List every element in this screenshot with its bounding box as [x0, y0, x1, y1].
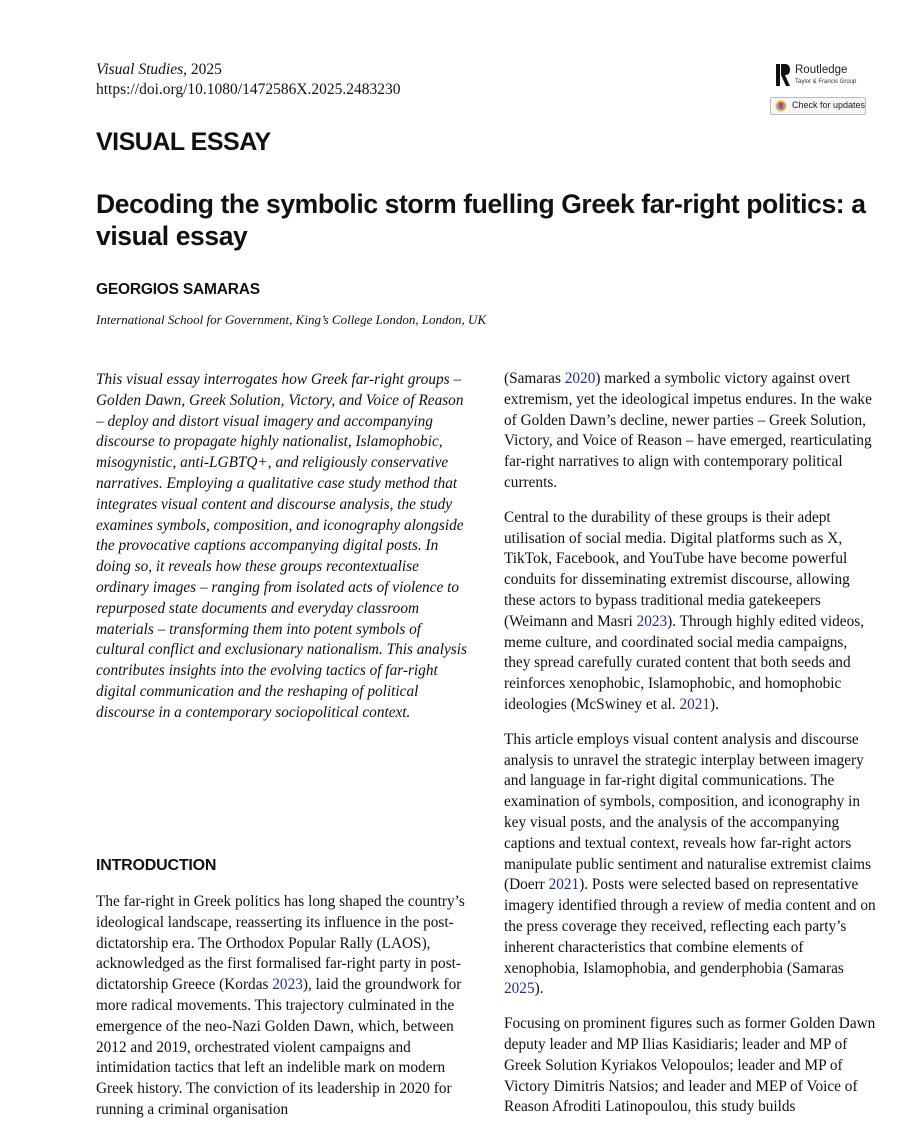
journal-year: , 2025 [183, 61, 222, 78]
author-affiliation: International School for Government, King’s College London, London, UK [96, 312, 487, 327]
introduction-heading: INTRODUCTION [96, 857, 217, 874]
article-title: Decoding the symbolic storm fuelling Greek far-right politics: a visual essay [96, 189, 866, 251]
citation-link[interactable]: 2023 [272, 976, 303, 994]
journal-citation [96, 60, 401, 80]
citation-link[interactable]: 2025 [504, 980, 535, 998]
section-type-heading: VISUAL ESSAY [96, 128, 271, 156]
publisher-logo [776, 62, 868, 88]
check-for-updates-label: Check for updates [792, 100, 866, 110]
publisher-name: Routledge [795, 64, 848, 76]
paragraph: This article employs visual content analysis and discourse analysis to unravel the strategic interplay between imagery and language in far-right digital communications. The examination of symbols, composition, and iconography in key visual posts, and the analysis of the accompanying captions and textual context, reveals how far-right actors manipulate public sentiment and naturalise extremist claims (Doerr 2021). Posts were selected based on representative imagery identified through a review of media content and on the press coverage they received, reflecting each party’s inherent characteristics that combine elements of xenophobia, Islamophobia, and genderphobia (Samaras 2025). [504, 730, 876, 998]
check-for-updates-button[interactable] [770, 97, 866, 115]
citation-link[interactable]: 2020 [564, 370, 596, 387]
abstract: This visual essay interrogates how Greek far-right groups – Golden Dawn, Greek Solution, Victory, and Voice of Reason – deploy and distort visual imagery and accompanying discourse to propagate highly nationalist, Islamophobic, misogynistic, anti-LGBTQ+, and religiously conservative narratives. Employing a qualitative case study method that integrates visual content and discourse analysis, the study examines symbols, composition, and iconography alongside the provocative captions accompanying digital posts. In doing so, it reveals how these groups recontextualise ordinary images – ranging from isolated acts of violence to repurposed state documents and everyday classroom materials – transforming them into potent symbols of cultural conflict and exclusionary nationalism. This analysis contributes insights into the evolving tactics of far-right digital communication and the reshaping of political discourse in a contemporary sociopolitical context. [96, 371, 467, 721]
journal-info [96, 60, 401, 100]
body-column-right [504, 369, 876, 1132]
paragraph: Focusing on prominent figures such as former Golden Dawn deputy leader and MP Ilias Kasidiaris; leader and MP of Greek Solution Kyriakos Velopoulos; leader and MP of Victory Dimitris Natsios; and leader and MEP of Voice of Reason Afroditi Latinopoulou, this study builds [504, 1015, 876, 1116]
crossmark-icon [775, 100, 787, 112]
journal-name: Visual Studies [96, 61, 184, 78]
citation-link[interactable]: 2021 [679, 695, 711, 713]
citation-link[interactable]: 2021 [548, 876, 580, 894]
body-column-left [96, 892, 468, 1121]
author-name: GEORGIOS SAMARAS [96, 281, 260, 298]
routledge-r-logo-icon [776, 62, 790, 88]
publisher-subtitle: Taylor & Francis Group [795, 79, 857, 85]
paragraph: Central to the durability of these groups is their adept utilisation of social media. Digital platforms such as X, TikTok, Facebook, and YouTube have become powerful conduits for disseminating extremist discourse, allowing these actors to bypass traditional media gatekeepers (Weimann and Masri 2023). Through highly edited videos, meme culture, and coordinated social media campaigns, they spread carefully curated content that both seeds and reinforces xenophobic, Islamophobic, and homophobic ideologies (McSwiney et al. 2021). [504, 508, 865, 713]
doi-link[interactable]: https://doi.org/10.1080/1472586X.2025.2483230 [96, 81, 401, 98]
paragraph: The far-right in Greek politics has long shaped the country’s ideological landscape, reasserting its influence in the post-dictatorship era. The Orthodox Popular Rally (LAOS), acknowledged as the first formalised far-right party in post-dictatorship Greece (Kordas 2023), laid the groundwork for more radical movements. This trajectory culminated in the emergence of the neo-Nazi Golden Dawn, which, between 2012 and 2019, orchestrated violent campaigns and intimidation tactics that left an indelible mark on modern Greek history. The conviction of its leadership in 2020 for running a criminal organisation [96, 893, 465, 1118]
citation-link[interactable]: 2023 [636, 612, 668, 630]
paragraph: (Samaras 2020) marked a symbolic victory against overt extremism, yet the ideological impetus endures. In the wake of Golden Dawn’s decline, newer parties – Greek Solution, Victory, and Voice of Reason – have emerged, rearticulating far-right narratives to align with contemporary political currents. [504, 370, 872, 491]
